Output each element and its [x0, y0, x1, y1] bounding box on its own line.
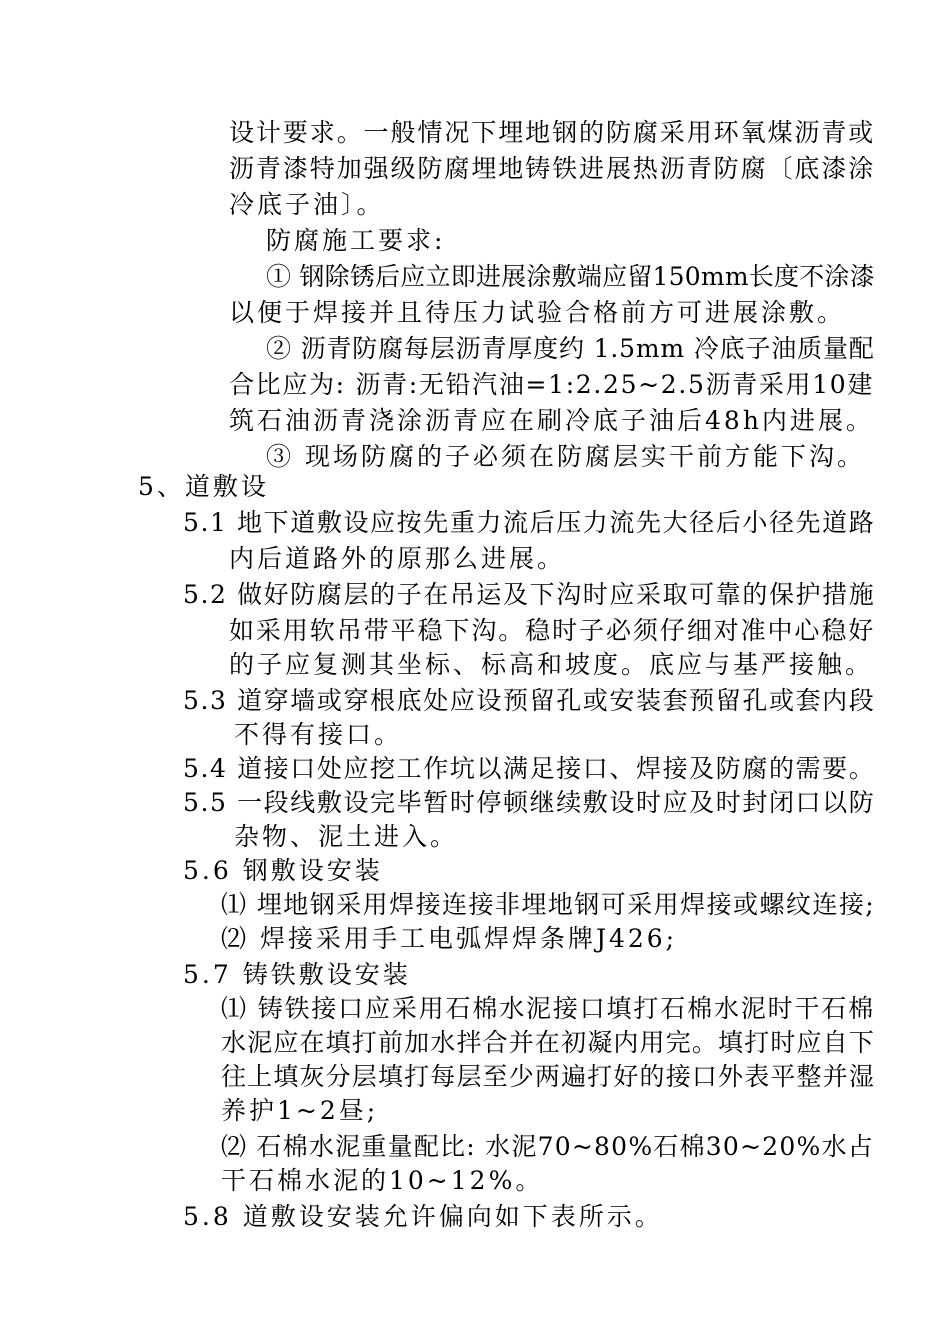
list-item: ① 钢除锈后应立即进展涂敷端应留150mm长度不涂漆: [266, 262, 875, 291]
list-item: ⑴ 埋地钢采用焊接连接非埋地钢可采用焊接或螺纹连接;: [221, 890, 876, 919]
clause: 5.6 钢敷设安装: [183, 856, 383, 885]
text-line: 往上填灰分层填打每层至少两遍打好的接口外表平整并湿: [221, 1062, 876, 1091]
clause: 5.2 做好防腐层的子在吊运及下沟时应采取可靠的保护措施: [183, 580, 876, 609]
clause: 5.5 一段线敷设完毕暂时停顿继续敷设时应及时封闭口以防: [183, 788, 876, 817]
text-line: 不得有接口。: [234, 720, 403, 749]
text-line: 水泥应在填打前加水拌合并在初凝内用完。填打时应自下: [221, 1028, 876, 1057]
clause: 5.3 道穿墙或穿根底处应设预留孔或安装套预留孔或套内段: [183, 686, 876, 715]
text-line: 沥青漆特加强级防腐埋地铸铁进展热沥青防腐〔底漆涂: [229, 154, 876, 183]
text-line: 的子应复测其坐标、标高和坡度。底应与基严接触。: [229, 650, 874, 679]
text-line: 杂物、泥土进入。: [234, 822, 459, 851]
clause: 5.4 道接口处应挖工作坑以满足接口、焊接及防腐的需要。: [183, 754, 876, 783]
text-line: 冷底子油〕。: [229, 190, 385, 219]
section-heading: 5、道敷设: [138, 472, 269, 501]
text-line: 干石棉水泥的10~12%。: [221, 1166, 544, 1195]
clause: 5.7 铸铁敷设安装: [183, 960, 411, 989]
text-line: 设计要求。一般情况下埋地钢的防腐采用环氧煤沥青或: [229, 118, 876, 147]
text-line: 以便于焊接并且待压力试验合格前方可进展涂敷。: [229, 298, 846, 327]
list-item: ⑴ 铸铁接口应采用石棉水泥接口填打石棉水泥时干石棉: [221, 994, 875, 1023]
text-line: 内后道路外的原那么进展。: [229, 544, 566, 573]
subheading: 防腐施工要求:: [266, 226, 446, 255]
list-item: ⑵ 焊接采用手工电弧焊焊条牌J426;: [221, 924, 678, 953]
text-line: 如采用软吊带平稳下沟。稳时子必须仔细对准中心稳好: [229, 616, 876, 645]
clause: 5.8 道敷设安装允许偏向如下表所示。: [183, 1202, 663, 1231]
list-item: ③ 现场防腐的子必须在防腐层实干前方能下沟。: [266, 442, 865, 471]
list-item: ⑵ 石棉水泥重量配比: 水泥70~80%石棉30~20%水占: [221, 1132, 874, 1161]
text-line: 筑石油沥青浇涂沥青应在刷冷底子油后48h内进展。: [229, 406, 874, 435]
text-line: 合比应为: 沥青:无铅汽油=1:2.25~2.5沥青采用10建: [229, 370, 875, 399]
list-item: ② 沥青防腐每层沥青厚度约 1.5mm 冷底子油质量配: [266, 334, 875, 363]
clause: 5.1 地下道敷设应按先重力流后压力流先大径后小径先道路: [183, 508, 876, 537]
text-line: 养护1~2昼;: [221, 1096, 379, 1125]
